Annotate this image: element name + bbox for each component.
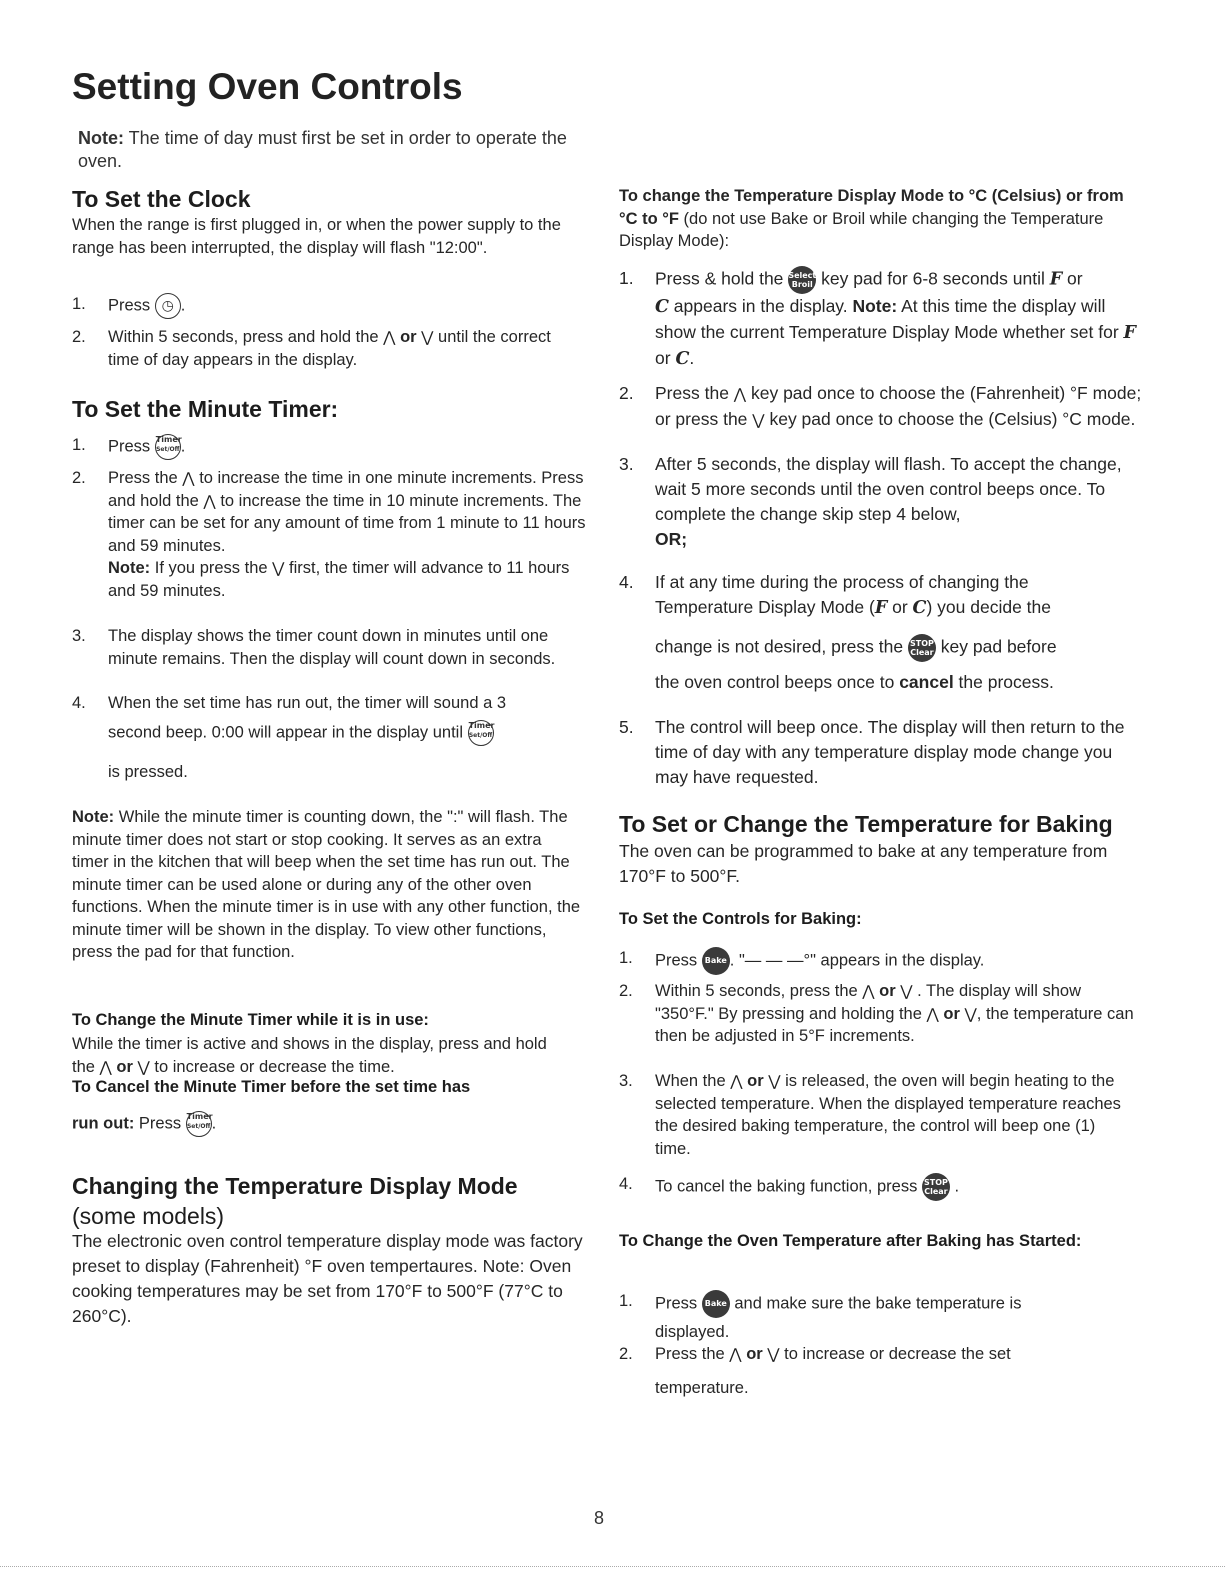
page-title: Setting Oven Controls	[72, 66, 463, 107]
stop-clear-icon: STOP Clear	[908, 634, 936, 662]
clock-heading: To Set the Clock	[72, 186, 251, 212]
change-timer-text: While the timer is active and shows in the display, press and hold the ⋀ or ⋁ to increase or decrease the time.	[72, 1033, 572, 1078]
clock-icon: ◷	[155, 293, 181, 319]
bake-step-3: 3. When the ⋀ or ⋁ is released, the oven will begin heating to the selected temperature. When the displayed temperature reaches the desired baking temperature, the control will beep one (1) time.	[619, 1072, 1121, 1158]
change-timer-heading: To Change the Minute Timer while it is in use:	[72, 1011, 429, 1029]
select-broil-icon: Select Broil	[788, 266, 816, 294]
temp-mode-text: The electronic oven control temperature display mode was factory preset to display (Fahrenheit) °F oven tempertaures. Note: Oven cooking temperatures may be set from 170°F to 500°F (77°C to 260°C).	[72, 1231, 583, 1326]
baking-controls-heading: To Set the Controls for Baking:	[619, 910, 862, 928]
temp-mode-step-2: 2. Press the ⋀ key pad once to choose the (Fahrenheit) °F mode; or press the ⋁ key pad once to choose the (Celsius) °C mode.	[619, 381, 1149, 456]
timer-step-3: 3. The display shows the timer count down in minutes until one minute remains. Then the display will count down in seconds.	[72, 627, 556, 668]
temp-mode-step-3: 3. After 5 seconds, the display will flash. To accept the change, wait 5 more seconds until the oven control beeps once. To complete the change skip step 4 below, OR;	[619, 454, 1122, 549]
up-arrow-icon: ⋀	[733, 385, 747, 403]
baking-intro: The oven can be programmed to bake at any temperature from 170°F to 500°F.	[619, 841, 1108, 886]
time-of-day-note: Note: The time of day must first be set in order to operate the oven.	[78, 128, 567, 171]
up-arrow-icon: ⋀	[730, 1072, 743, 1090]
down-arrow-icon: ⋁	[421, 328, 434, 346]
page-number: 8	[594, 1508, 605, 1528]
temp-mode-heading: Changing the Temperature Display Mode	[72, 1173, 518, 1199]
up-arrow-icon: ⋀	[383, 328, 396, 346]
timer-set-off-icon: Timer Set/Off	[155, 434, 181, 460]
change-temp-mode-heading: To change the Temperature Display Mode to °C (Celsius) or from °C to °F (do not use Bake or Broil while changing the Temperature Display Mode):	[619, 187, 1124, 250]
clock-intro: When the range is first plugged in, or when the power supply to the range has been interrupted, the display will flash "12:00".	[72, 216, 561, 257]
timer-set-off-icon: Timer Set/Off	[468, 720, 494, 746]
cancel-timer-heading: To Cancel the Minute Timer before the set time has	[72, 1078, 471, 1096]
timer-step-4: 4. When the set time has run out, the timer will sound a 3 second beep. 0:00 will appear in the display until Timer Set/Off is pressed.	[72, 694, 507, 781]
cancel-timer-text: run out: Press Timer Set/Off.	[72, 1111, 216, 1137]
timer-set-off-icon: Timer Set/Off	[186, 1111, 212, 1137]
down-arrow-icon: ⋁	[964, 1004, 977, 1023]
stop-clear-icon: STOP Clear	[922, 1173, 950, 1201]
up-arrow-icon: ⋀	[862, 982, 875, 1000]
down-arrow-icon: ⋁	[752, 411, 765, 429]
baking-heading: To Set or Change the Temperature for Baking	[619, 811, 1113, 837]
timer-note: Note: While the minute timer is counting down, the ":" will flash. The minute timer does not start or stop cooking. It serves as an extra timer in the kitchen that will beep when the set time has run out. The minute timer can be used alone or during any of the other oven functions. When the minute timer is in use with any other function, the minute timer will be shown in the display. To view other functions, press the pad for that function.	[72, 808, 581, 961]
up-arrow-icon: ⋀	[926, 1004, 939, 1023]
temp-mode-step-4: 4. If at any time during the process of changing the Temperature Display Mode (F or C) you decide the change is not desired, press the STOP Clear key pad before the oven control beeps once to cancel the process.	[619, 572, 1057, 692]
timer-step-2: 2. Press the ⋀ to increase the time in one minute increments. Press and hold the ⋀ to increase the time in 10 minute increments. The timer can be set for any amount of time from 1 minute to 11 hours and 59 minutes. Note: If you press the ⋁ first, the timer will advance to 11 hours and 59 minutes.	[72, 469, 586, 600]
down-arrow-icon: ⋁	[272, 559, 285, 577]
bake-icon: Bake	[702, 1290, 730, 1318]
down-arrow-icon: ⋁	[900, 982, 913, 1000]
after-baking-heading: To Change the Oven Temperature after Baking has Started:	[619, 1232, 1082, 1250]
bottom-rule	[0, 1566, 1225, 1567]
up-arrow-icon: ⋀	[203, 491, 216, 510]
after-step-2: 2. Press the ⋀ or ⋁ to increase or decrease the set temperature.	[619, 1345, 1011, 1397]
up-arrow-icon: ⋀	[182, 469, 195, 487]
temp-mode-step-5: 5. The control will beep once. The display will then return to the time of day with any temperature display mode change you may have requested.	[619, 717, 1125, 787]
up-arrow-icon: ⋀	[99, 1057, 112, 1076]
timer-heading: To Set the Minute Timer:	[72, 396, 339, 422]
down-arrow-icon: ⋁	[137, 1057, 150, 1076]
bake-icon: Bake	[702, 947, 730, 975]
temp-mode-subheading: (some models)	[72, 1203, 225, 1229]
after-step-1: 1. Press Bake and make sure the bake temperature is displayed.	[619, 1292, 1022, 1341]
temp-mode-step-1: 1. Press & hold the Select Broil key pad for 6-8 seconds until F or C appears in the display. Note: At this time the display will show the current Temperature Display Mode whether set for F or C.	[619, 268, 1136, 369]
clock-step-2: 2. Within 5 seconds, press and hold the ⋀ or ⋁ until the correct time of day appears in the display.	[72, 328, 551, 369]
up-arrow-icon: ⋀	[729, 1345, 742, 1363]
bake-step-2: 2. Within 5 seconds, press the ⋀ or ⋁ . The display will show "350°F." By pressing and holding the ⋀ or ⋁, the temperature can then be adjusted in 5°F increments.	[619, 982, 1134, 1045]
down-arrow-icon: ⋁	[768, 1072, 781, 1090]
down-arrow-icon: ⋁	[767, 1345, 780, 1363]
